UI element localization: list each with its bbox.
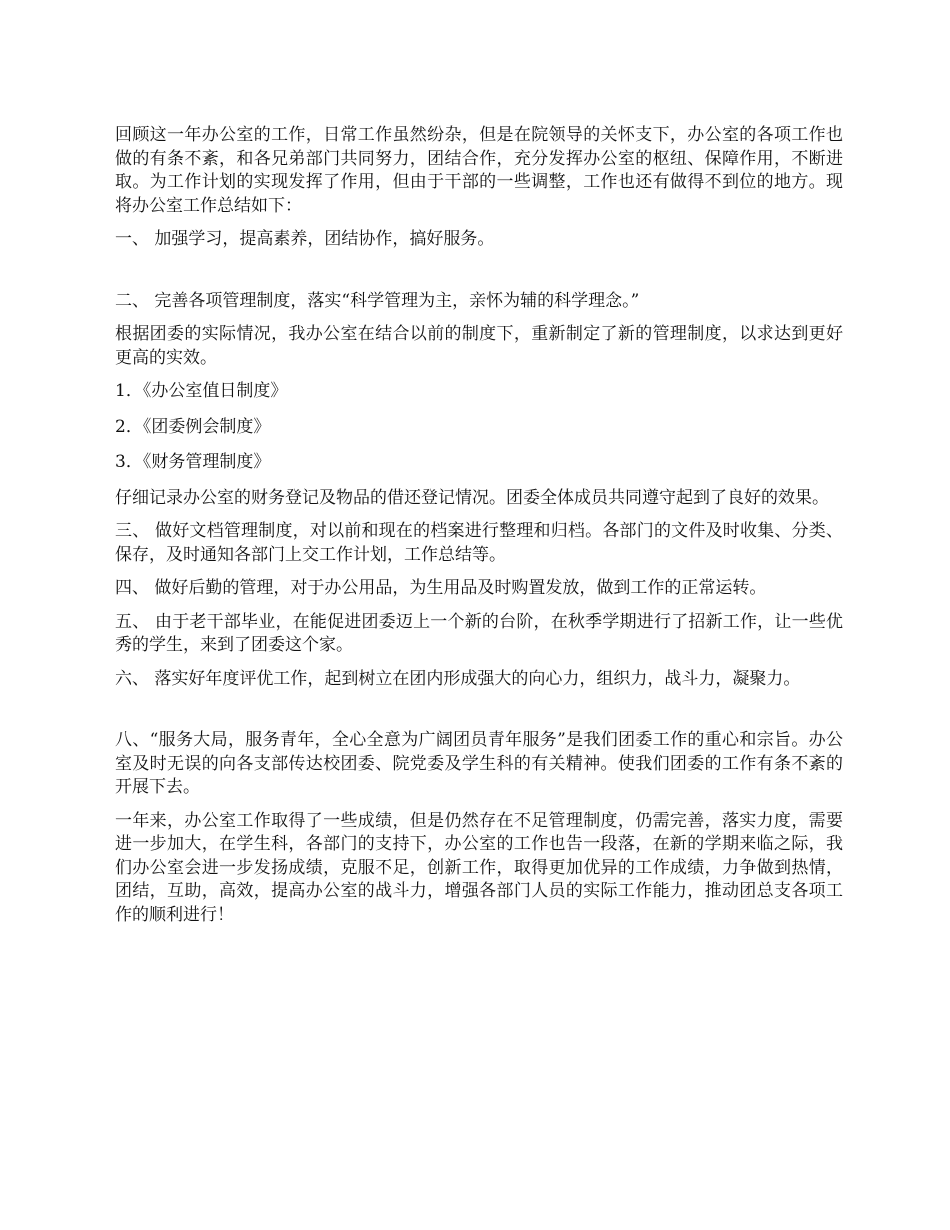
section-8-paragraph: 八、“服务大局，服务青年，全心全意为广阔团员青年服务”是我们团委工作的重心和宗旨。办公室及时无误的向各支部传达校团委、院党委及学生科的有关精神。使我们团委的工作有条不紊的开展下去。: [115, 730, 843, 797]
section-6-paragraph: 六、 落实好年度评优工作，起到树立在团内形成强大的向心力，组织力，战斗力，凝聚力。: [115, 668, 801, 689]
rule-item: 1．《办公室值日制度》: [115, 381, 288, 401]
section-4-paragraph: 四、 做好后勤的管理，对于办公用品，为生用品及时购置发放，做到工作的正常运转。: [115, 578, 767, 598]
rule-item: 3．《财务管理制度》: [115, 452, 271, 472]
document-body: [115, 124, 843, 937]
section-2-body: 根据团委的实际情况，我办公室在结合以前的制度下，重新制定了新的管理制度，以求达到更好更高的实效。: [115, 324, 843, 368]
intro-paragraph: 回顾这一年办公室的工作，日常工作虽然纷杂，但是在院领导的关怀支下，办公室的各项工作也做的有条不紊，和各兄弟部门共同努力，团结合作，充分发挥办公室的枢纽、保障作用，不断进取。为工作计划的实现发挥了作用，但由于干部的一些调整，工作也还有做得不到位的地方。现将办公室工作总结如下：: [115, 125, 843, 216]
rule-item: 2．《团委例会制度》: [115, 416, 271, 437]
section-5-paragraph: 五、 由于老干部毕业，在能促进团委迈上一个新的台阶，在秋季学期进行了招新工作，让一些优秀的学生，来到了团委这个家。: [115, 611, 843, 655]
rules-list: [115, 380, 843, 475]
section-2-heading: 二、 完善各项管理制度，落实“科学管理为主，亲怀为辅的科学理念。”: [115, 290, 640, 311]
section-1-heading: 一、 加强学习，提高素养，团结协作，搞好服务。: [115, 229, 495, 249]
conclusion-paragraph: 一年来，办公室工作取得了一些成绩，但是仍然存在不足管理制度，仍需完善，落实力度，需要进一步加大，在学生科，各部门的支持下，办公室的工作也告一段落，在新的学期来临之际，我们办公室会进一步发扬成绩，克服不足，创新工作，取得更加优异的工作成绩，力争做到热情，团结，互助，高效，提高办公室的战斗力，增强各部门人员的实际工作能力，推动团总支各项工作的顺利进行！: [115, 810, 843, 925]
rules-note-paragraph: 仔细记录办公室的财务登记及物品的借还登记情况。团委全体成员共同遵守起到了良好的效果。: [115, 487, 829, 508]
section-3-paragraph: 三、 做好文档管理制度，对以前和现在的档案进行整理和归档。各部门的文件及时收集、分类、保存，及时通知各部门上交工作计划，工作总结等。: [115, 521, 843, 565]
